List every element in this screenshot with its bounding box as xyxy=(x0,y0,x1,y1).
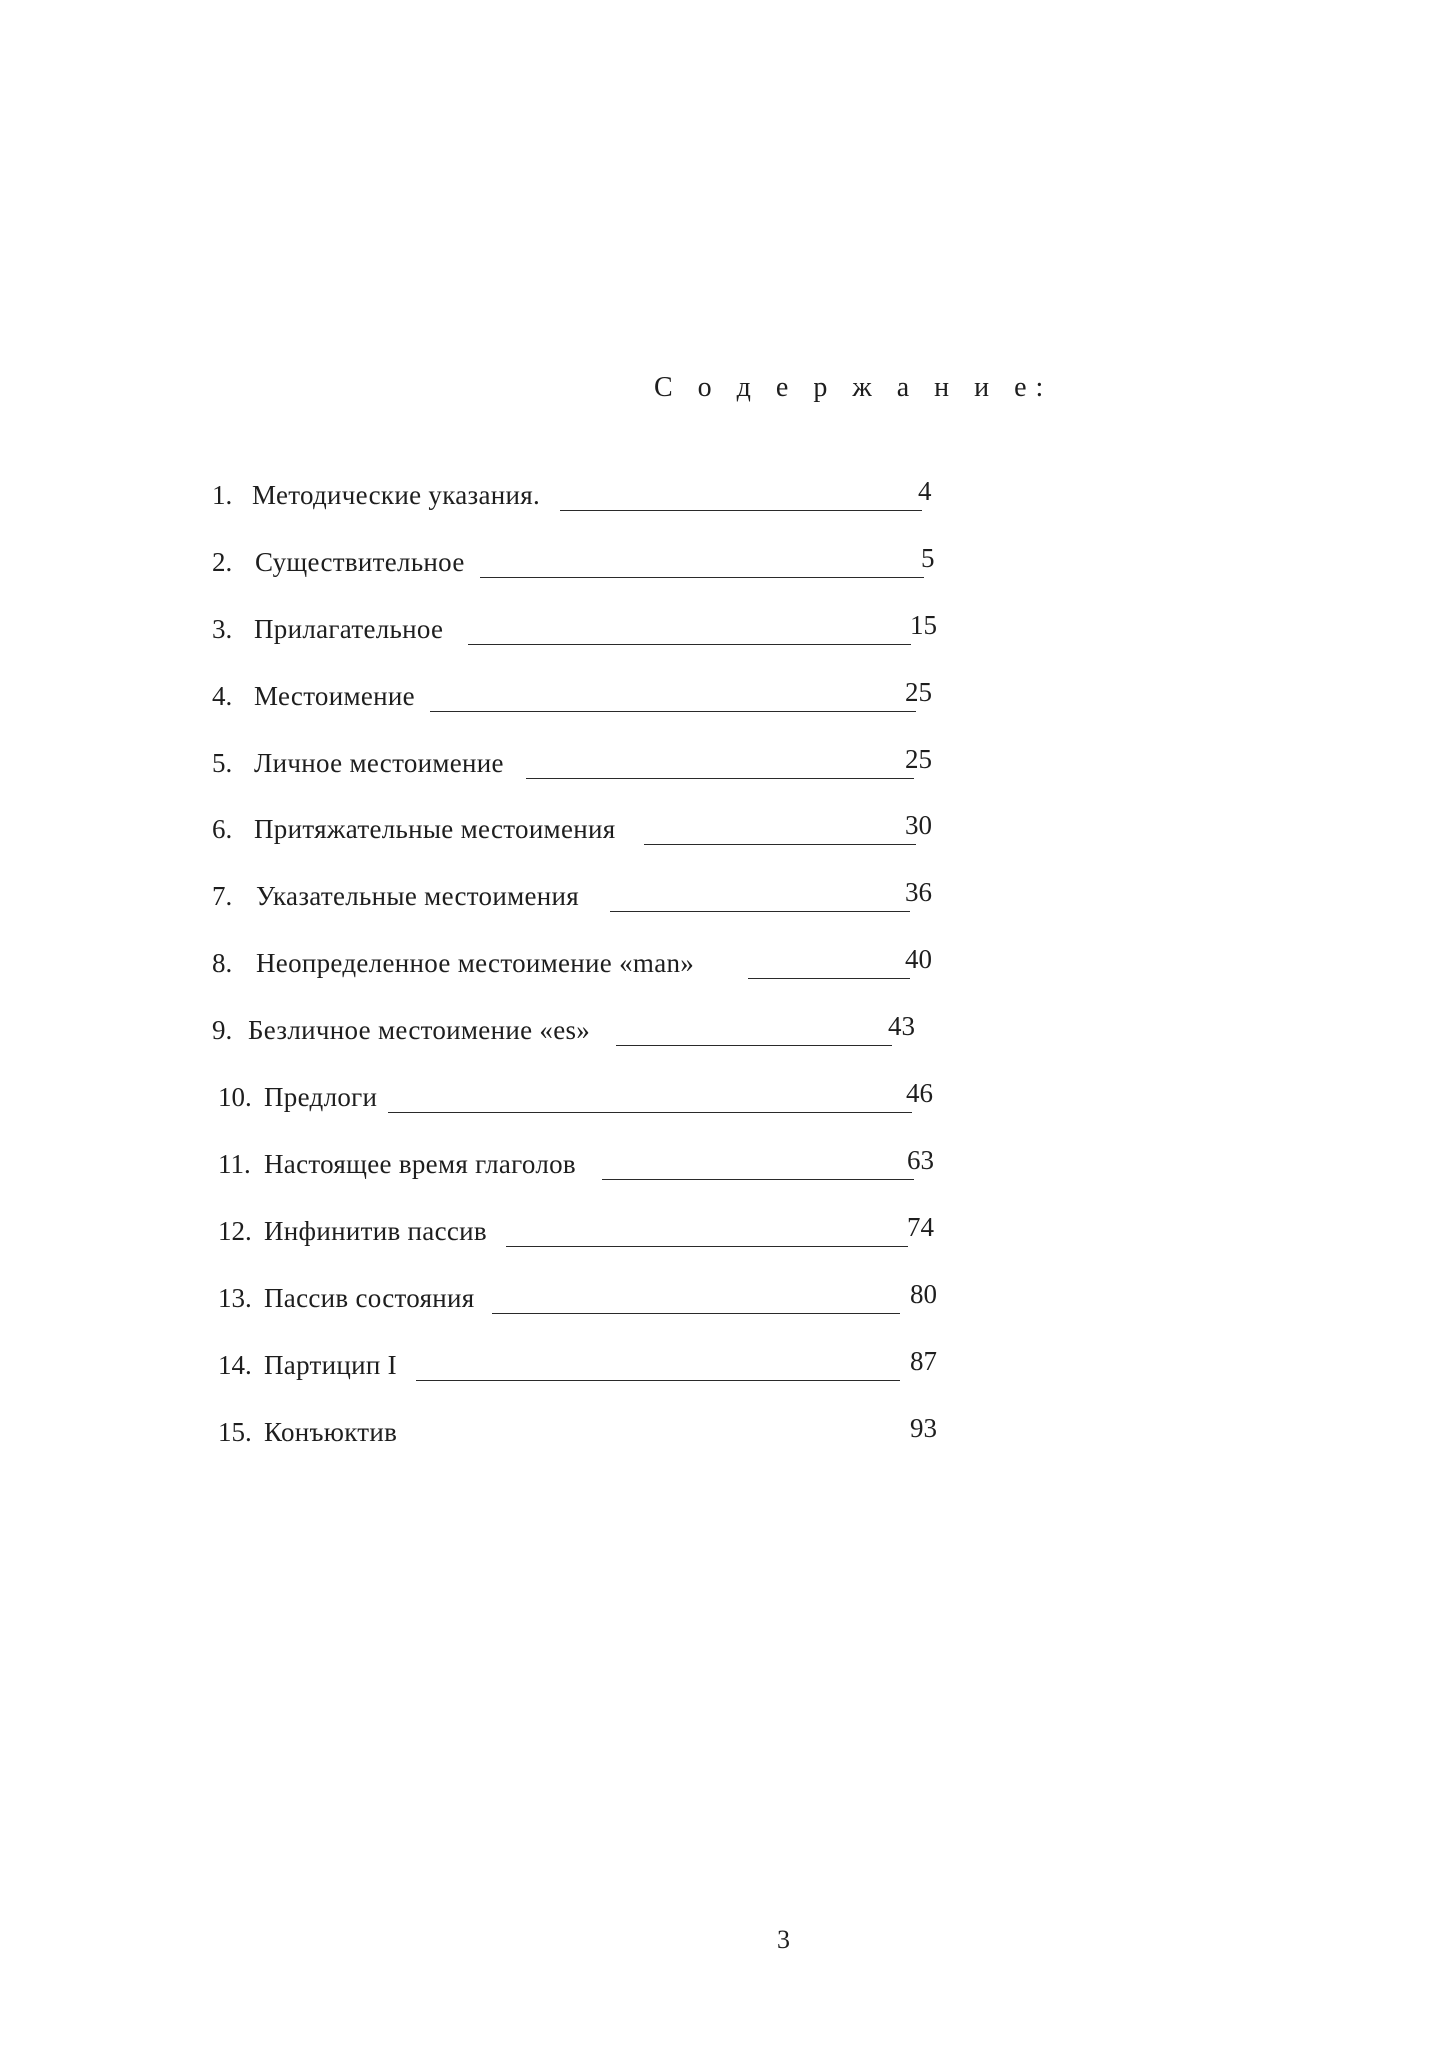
toc-leader-line xyxy=(468,644,911,645)
toc-entry-page: 87 xyxy=(910,1346,937,1376)
toc-leader-line xyxy=(748,978,910,979)
toc-entry-number: 5. xyxy=(212,748,233,778)
toc-entry-label: Безличное местоимение «es» xyxy=(248,1015,591,1045)
toc-entry xyxy=(218,1078,934,1118)
toc-leader-line xyxy=(492,1313,900,1314)
toc-entry xyxy=(212,476,934,516)
toc-entry-page: 43 xyxy=(888,1011,915,1041)
toc-entry-label: Конъюктив xyxy=(264,1417,398,1447)
toc-entry xyxy=(212,810,934,850)
toc-entry-label: Притяжательные местоимения xyxy=(254,814,616,844)
toc-entry-page: 46 xyxy=(906,1078,933,1108)
toc-leader-line xyxy=(602,1179,914,1180)
toc-entry-number: 3. xyxy=(212,614,233,644)
toc-entry-page: 36 xyxy=(905,877,932,907)
toc-entry-number: 10. xyxy=(218,1082,252,1112)
toc-entry-number: 8. xyxy=(212,948,233,978)
toc-entry-page: 4 xyxy=(918,476,932,506)
toc-entry-page: 63 xyxy=(907,1145,934,1175)
toc-title: С о д е р ж а н и е: xyxy=(654,372,1053,403)
toc-entry-number: 11. xyxy=(218,1149,251,1179)
toc-entry xyxy=(212,1011,934,1051)
toc-entry-label: Указательные местоимения xyxy=(256,881,579,911)
toc-entry xyxy=(218,1212,934,1252)
toc-entry xyxy=(212,677,934,717)
toc-entry-number: 7. xyxy=(212,881,233,911)
toc-leader-line xyxy=(526,778,914,779)
toc-entry xyxy=(212,877,934,917)
toc-entry-number: 4. xyxy=(212,681,233,711)
toc-leader-line xyxy=(480,577,924,578)
toc-entry-page: 25 xyxy=(905,744,932,774)
toc-leader-line xyxy=(610,911,910,912)
toc-entry xyxy=(218,1279,937,1319)
toc-entry-label: Местоимение xyxy=(254,681,415,711)
toc-entry-label: Пассив состояния xyxy=(264,1283,475,1313)
toc-leader-line xyxy=(560,510,922,511)
toc-leader-line xyxy=(506,1246,908,1247)
toc-entry-label: Методические указания. xyxy=(252,480,541,510)
toc-entry xyxy=(212,543,935,583)
toc-entry-page: 93 xyxy=(910,1413,937,1443)
page-number: 3 xyxy=(777,1925,790,1954)
toc-entry-label: Прилагательное xyxy=(254,614,444,644)
toc-entry-label: Настоящее время глаголов xyxy=(264,1149,576,1179)
toc-entry-number: 1. xyxy=(212,480,233,510)
toc-leader-line xyxy=(644,844,916,845)
toc-leader-line xyxy=(388,1112,912,1113)
toc-entry-page: 40 xyxy=(905,944,932,974)
toc-entry-page: 80 xyxy=(910,1279,937,1309)
toc-entry-number: 14. xyxy=(218,1350,252,1380)
toc-entry xyxy=(212,610,937,650)
toc-leader-line xyxy=(430,711,916,712)
toc-entry xyxy=(218,1346,937,1386)
toc-entry-number: 12. xyxy=(218,1216,252,1246)
toc-entry-number: 13. xyxy=(218,1283,252,1313)
toc-entry xyxy=(212,744,934,784)
toc-entry-number: 15. xyxy=(218,1417,252,1447)
toc-entry-label: Личное местоимение xyxy=(254,748,504,778)
toc-entry-label: Предлоги xyxy=(264,1082,378,1112)
toc-entry-number: 2. xyxy=(212,547,233,577)
toc-entry-label: Существительное xyxy=(255,547,465,577)
toc-entry-number: 6. xyxy=(212,814,233,844)
toc-entry xyxy=(218,1413,937,1453)
toc-entry-label: Партицип I xyxy=(264,1350,397,1380)
toc-entry-label: Неопределенное местоимение «man» xyxy=(256,948,695,978)
toc-entry-page: 5 xyxy=(921,543,935,573)
toc-entry xyxy=(212,944,934,984)
toc-entry-page: 74 xyxy=(907,1212,934,1242)
toc-entry xyxy=(218,1145,934,1185)
toc-entry-page: 15 xyxy=(910,610,937,640)
toc-entry-page: 30 xyxy=(905,810,932,840)
toc-leader-line xyxy=(416,1380,900,1381)
toc-entry-number: 9. xyxy=(212,1015,233,1045)
toc-leader-line xyxy=(616,1045,892,1046)
toc-entry-label: Инфинитив пассив xyxy=(264,1216,487,1246)
toc-entry-page: 25 xyxy=(905,677,932,707)
